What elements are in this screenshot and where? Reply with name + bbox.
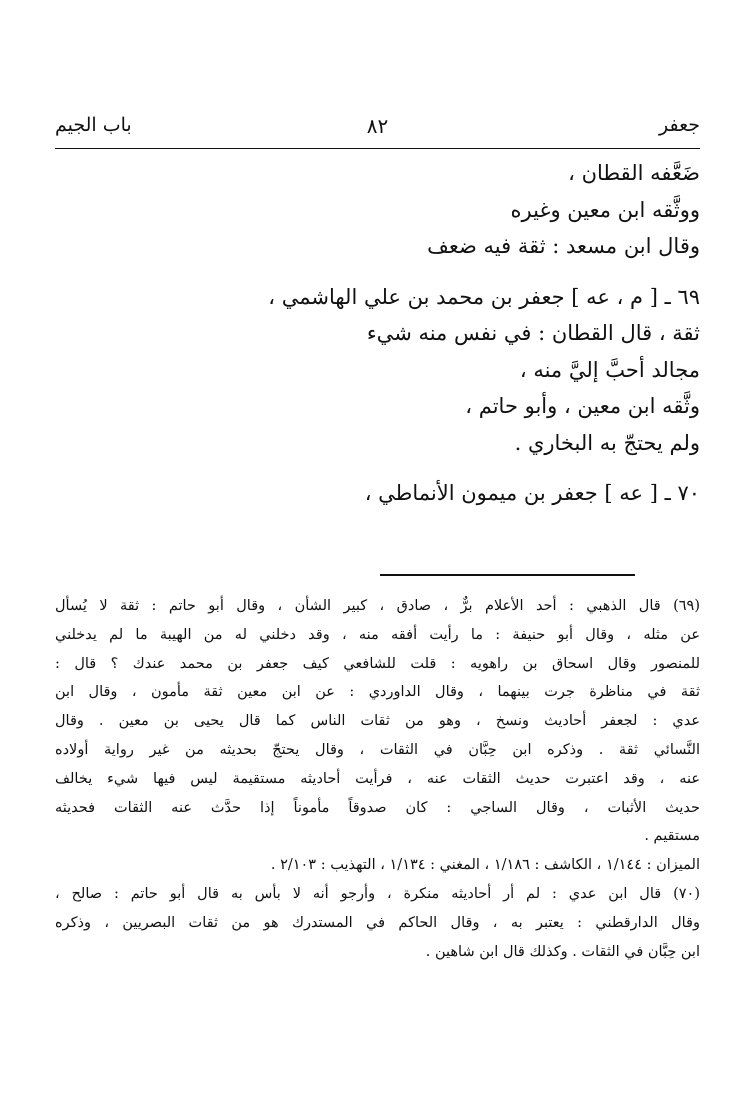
header-rule (55, 148, 700, 149)
footnote-line: ابن حِبَّان في الثقات . وكذلك قال ابن شاهين . (425, 943, 700, 960)
footnote-line: (٧٠) قال ابن عدي : لم أر أحاديثه منكرة ، وأرجو أنه لا بأس به قال أبو حاتم : صالح ، (55, 885, 700, 902)
main-line: ووثَّقه ابن معين وغيره (510, 197, 700, 222)
footnotes (55, 592, 700, 966)
entry-gap (60, 265, 700, 279)
main-line: وقال ابن مسعد : ثقة فيه ضعف (427, 234, 700, 258)
footnote-line: النَّسائي ثقة . وذكره ابن حِبَّان في الثقات ، وقال يحتجّ بحديثه من غير رواية أولاده (55, 741, 700, 758)
page-header (55, 114, 700, 144)
footnote-sources: الميزان : ١/١٤٤ ، الكاشف : ١/١٨٦ ، المغني : ١/١٣٤ ، التهذيب : ٢/١٠٣ . (270, 857, 700, 874)
footnote-line: للمنصور وقال اسحاق بن راهويه : قلت للشافعي كيف جعفر بن محمد عندك ؟ قال : (55, 655, 700, 672)
footnote-line: عنه ، وقد اعتبرت حديث الثقات عنه ، فرأيت أحاديثه مستقيمة ليس فيها شيء يخالف (55, 770, 700, 787)
footnote-line: عدي : لجعفر أحاديث ونسخ ، وهو من ثقات الناس كما قال يحيى بن معين . وقال (55, 713, 700, 730)
main-line: ثقة ، قال القطان : في نفس منه شيء (366, 321, 700, 345)
header-chapter-title: باب الجيم (55, 114, 132, 136)
footnote-line: ثقة في مناظرة جرت بينهما ، وقال الداوردي : عن ابن معين ثقة مأمون ، وقال ابن (55, 684, 700, 701)
main-line: ضَعَّفه القطان ، (568, 161, 700, 185)
footnote-line: حديث الأثبات ، وقال الساجي : كان صدوقاً مأموناً إذا حدَّث عنه الثقات فحديثه (55, 799, 700, 816)
footnote-line: عن مثله ، وقال أبو حنيفة : ما رأيت أفقه منه ، وقد دخلني له من الهيبة ما لم يدخلني (55, 626, 700, 643)
main-line: مجالد أحبَّ إليَّ منه ، (519, 357, 700, 382)
main-text (60, 155, 700, 512)
main-line: ولم يحتجّ به البخاري . (514, 430, 700, 455)
footnote-line: وقال الدارقطني : يعتبر به ، وقال الحاكم في المستدرك هو من ثقات البصريين ، وذكره (55, 914, 700, 931)
footnote-separator (380, 574, 635, 576)
entry-heading-70: ٧٠ ـ [ عه ] جعفر بن ميمون الأنماطي ، (364, 481, 700, 505)
footnote-line: مستقيم . (644, 828, 700, 845)
entry-gap (60, 461, 700, 475)
footnote-line: (٦٩) قال الذهبي : أحد الأعلام برٌّ ، صادق ، كبير الشأن ، وقال أبو حاتم : ثقة لا يُسأل (55, 598, 700, 614)
main-line: وثَّقه ابن معين ، وأبو حاتم ، (465, 394, 700, 418)
entry-heading-69: ٦٩ ـ [ م ، عه ] جعفر بن محمد بن علي الهاشمي ، (268, 284, 700, 309)
header-entry-word: جعفر (658, 114, 700, 136)
page-number: ٨٢ (366, 114, 389, 138)
